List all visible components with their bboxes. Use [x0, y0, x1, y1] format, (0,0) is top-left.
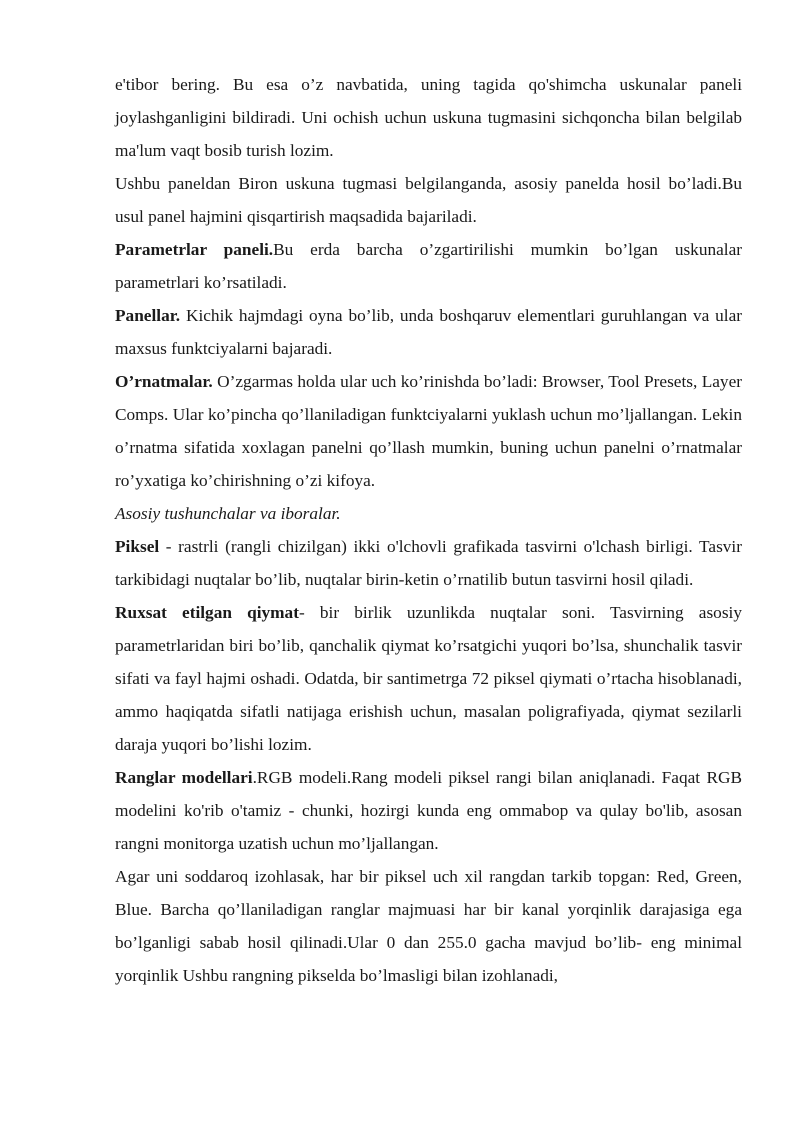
- paragraph-panels: [115, 299, 742, 365]
- term-pixel: Piksel: [115, 537, 160, 556]
- term-presets: O’rnatmalar.: [115, 372, 213, 391]
- section-heading-key-terms: [115, 497, 742, 530]
- paragraph-text: e'tibor bering. Bu esa o’z navbatida, uning tagida qo'shimcha uskunalar paneli joylashganligini bildiradi. Uni ochish uchun uskuna tugmasini sichqoncha bilan belgilab ma'lum vaqt bosib turish lozim.: [115, 75, 742, 160]
- paragraph-rgb-explanation: [115, 860, 742, 992]
- section-heading-text: Asosiy tushunchalar va iboralar.: [115, 504, 341, 523]
- term-color-models: Ranglar modellari: [115, 768, 253, 787]
- document-page: [115, 68, 742, 992]
- term-resolution: Ruxsat etilgan qiymat: [115, 603, 299, 622]
- term-panels: Panellar.: [115, 306, 181, 325]
- paragraph-text: Kichik hajmdagi oyna bo’lib, unda boshqaruv elementlari guruhlangan va ular maxsus funktciyalarni bajaradi.: [115, 306, 742, 358]
- term-parameters-panel: Parametrlar paneli.: [115, 240, 274, 259]
- paragraph-panel-selection: [115, 167, 742, 233]
- paragraph-toolbar-hidden-panel: [115, 68, 742, 167]
- paragraph-text: - bir birlik uzunlikda nuqtalar soni. Tasvirning asosiy parametrlaridan biri bo’lib, qanchalik qiymat ko’rsatgichi yuqori bo’lsa, shunchalik tasvir sifati va fayl hajmi oshadi. Odatda, bir santimetrga 72 piksel qiymati o’rtacha hisoblanadi, ammo haqiqatda sifatli natijaga erishish uchun, masalan poligrafiyada, qiymat sezilarli daraja yuqori bo’lishi lozim.: [115, 603, 742, 754]
- paragraph-text: .RGB modeli.Rang modeli piksel rangi bilan aniqlanadi. Faqat RGB modelini ko'rib o'tamiz - chunki, hozirgi kunda eng ommabop va qulay bo'lib, asosan rangni monitorga uzatish uchun mo’ljallangan.: [115, 768, 742, 853]
- paragraph-resolution: [115, 596, 742, 761]
- paragraph-text: - rastrli (rangli chizilgan) ikki o'lchovli grafikada tasvirni o'lchash birligi. Tasvir tarkibidagi nuqtalar bo’lib, nuqtalar birin-ketin o’rnatilib butun tasvirni hosil qiladi.: [115, 537, 742, 589]
- paragraph-text: Bu erda barcha o’zgartirilishi mumkin bo’lgan uskunalar parametrlari ko’rsatiladi.: [115, 240, 743, 292]
- paragraph-text: Ushbu paneldan Biron uskuna tugmasi belgilanganda, asosiy panelda hosil bo’ladi.Bu usul panel hajmini qisqartirish maqsadida bajariladi.: [115, 174, 742, 226]
- paragraph-pixel: [115, 530, 742, 596]
- paragraph-parameters-panel: [115, 233, 742, 299]
- paragraph-presets: [115, 365, 742, 497]
- paragraph-text: Agar uni soddaroq izohlasak, har bir piksel uch xil rangdan tarkib topgan: Red, Green, Blue. Barcha qo’llaniladigan ranglar majmuasi har bir kanal yorqinlik darajasiga ega bo’lganligi sabab hosil qilinadi.Ular 0 dan 255.0 gacha mavjud bo’lib- eng minimal yorqinlik Ushbu rangning pikselda bo’lmasligi bilan izohlanadi,: [115, 867, 742, 985]
- paragraph-text: O’zgarmas holda ular uch ko’rinishda bo’ladi: Browser, Tool Presets, Layer Comps. Ular ko’pincha qo’llaniladigan funktciyalarni yuklash uchun mo’ljallangan. Lekin o’rnatma sifatida xoxlagan panelni qo’llash mumkin, buning uchun panelni o’rnatmalar ro’yxatiga ko’chirishning o’zi kifoya.: [115, 372, 742, 490]
- paragraph-color-models: [115, 761, 742, 860]
